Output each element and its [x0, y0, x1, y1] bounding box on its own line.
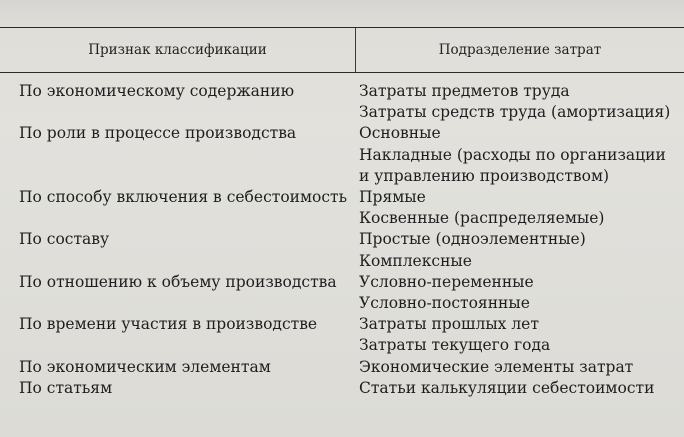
- row-divisions: [359, 314, 684, 356]
- row-divisions: [359, 378, 684, 399]
- table-row: [0, 314, 684, 356]
- division-item: Экономические элементы затрат: [359, 357, 634, 376]
- division-item: Прямые: [359, 188, 426, 207]
- division-item: Простые (одноэлементные): [359, 230, 586, 249]
- table-body: [0, 81, 684, 399]
- row-divisions: [359, 187, 684, 229]
- division-item: Условно-постоянные: [359, 294, 530, 313]
- division-item: Накладные (расходы по организации и управлению производством): [359, 145, 666, 185]
- row-divisions: [359, 272, 684, 314]
- row-criterion: По статьям: [19, 378, 113, 397]
- table-row: [0, 81, 684, 123]
- header-criterion: Признак классификации: [88, 42, 267, 58]
- division-item: Основные: [359, 124, 441, 143]
- row-divisions: [359, 357, 684, 378]
- row-criterion: По способу включения в себестоимость: [19, 188, 348, 207]
- row-criterion: По экономическому содержанию: [19, 82, 295, 100]
- table-row: [0, 229, 684, 271]
- division-item: Затраты текущего года: [359, 336, 551, 355]
- table-row: [0, 123, 684, 187]
- header-division: Подразделение затрат: [438, 42, 602, 58]
- table-row: [0, 378, 684, 399]
- row-divisions: [359, 123, 684, 187]
- division-item: Затраты предметов труда: [359, 82, 570, 100]
- division-item: Косвенные (распределяемые): [359, 209, 605, 228]
- division-item: Затраты прошлых лет: [359, 315, 539, 334]
- table-row: [0, 357, 684, 378]
- division-item: Статьи калькуляции себестоимости: [359, 378, 655, 397]
- division-item: Комплексные: [359, 251, 472, 270]
- row-criterion: По отношению к объему производства: [19, 272, 337, 291]
- division-item: Условно-переменные: [359, 272, 534, 291]
- table-row: [0, 187, 684, 229]
- row-criterion: По времени участия в производстве: [19, 315, 318, 334]
- division-item: Затраты средств труда (амортизация): [359, 103, 671, 122]
- row-divisions: [359, 81, 684, 123]
- row-criterion: По экономическим элементам: [19, 357, 271, 376]
- row-criterion: По роли в процессе производства: [19, 124, 297, 143]
- table-row: [0, 272, 684, 314]
- header-bottom-rule: [0, 72, 684, 73]
- row-criterion: По составу: [19, 230, 110, 249]
- row-divisions: [359, 229, 684, 271]
